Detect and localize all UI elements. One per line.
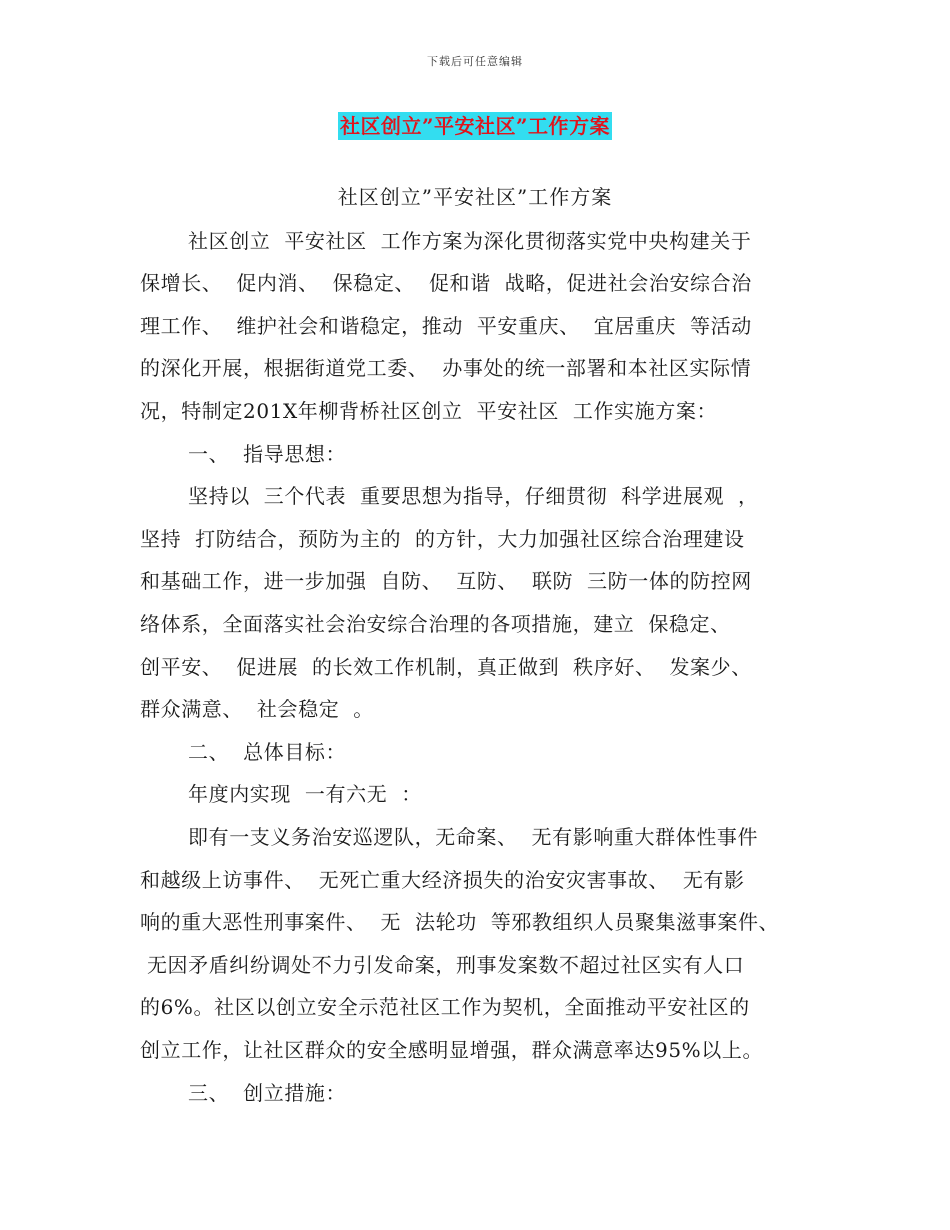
body-line: 况，特制定201X年柳背桥社区创立 平安社区 工作实施方案： [140, 399, 718, 423]
section-heading: 二、 总体目标： [188, 740, 347, 764]
body-line: 创立工作，让社区群众的安全感明显增强，群众满意率达95%以上。 [140, 1038, 764, 1062]
doc-title: 社区创立”平安社区”工作方案 [339, 114, 610, 138]
body-line: 理工作、 维护社会和谐稳定，推动 平安重庆、 宜居重庆 等活动 [140, 314, 752, 338]
body-line: 络体系，全面落实社会治安综合治理的各项措施，建立 保稳定、 [140, 612, 731, 636]
header-note: 下载后可任意编辑 [427, 55, 523, 68]
body-line: 社区创立 平安社区 工作方案为深化贯彻落实党中央构建关于 [188, 229, 752, 253]
body-line: 坚持以 三个代表 重要思想为指导，仔细贯彻 科学进展观 ， [188, 484, 759, 508]
doc-title-container [0, 112, 950, 140]
body-line: 创平安、 促进展 的长效工作机制，真正做到 秩序好、 发案少、 [140, 655, 752, 679]
body-line: 和越级上访事件、 无死亡重大经济损失的治安灾害事故、 无有影 [140, 868, 745, 892]
body-line: 坚持 打防结合，预防为主的 的方针，大力加强社区综合治理建设 [140, 527, 745, 551]
body-line: 保增长、 促内消、 保稳定、 促和谐 战略，促进社会治安综合治 [140, 271, 752, 295]
doc-subtitle: 社区创立”平安社区”工作方案 [337, 185, 613, 209]
body-line: 的6%。社区以创立安全示范社区工作为契机，全面推动平安社区的 [140, 995, 750, 1019]
body-line: 无因矛盾纠纷调处不力引发命案，刑事发案数不超过社区实有人口 [140, 953, 745, 977]
section-heading: 一、 指导思想： [188, 442, 347, 466]
body-line: 群众满意、 社会稳定 。 [140, 697, 374, 721]
body-line: 响的重大恶性刑事案件、 无 法轮功 等邪教组织人员聚集滋事案件、 [140, 910, 780, 934]
body-line: 年度内实现 一有六无 ： [188, 782, 422, 806]
body-line: 和基础工作，进一步加强 自防、 互防、 联防 三防一体的防控网 [140, 569, 752, 593]
section-heading: 三、 创立措施： [188, 1081, 347, 1105]
body-line: 的深化开展，根据街道党工委、 办事处的统一部署和本社区实际情 [140, 356, 752, 380]
body-line: 即有一支义务治安巡逻队，无命案、 无有影响重大群体性事件 [188, 825, 759, 849]
